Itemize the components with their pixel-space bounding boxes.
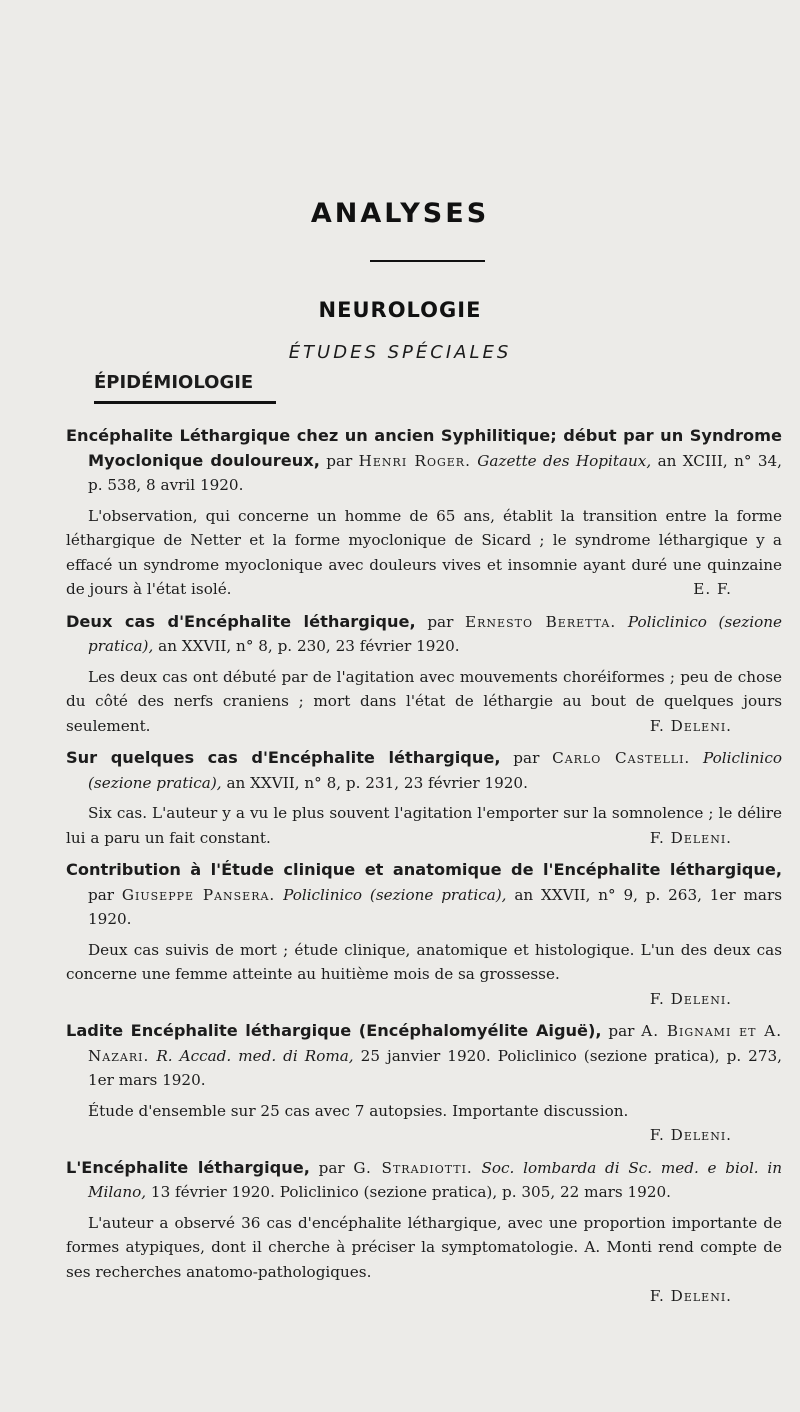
entry-body	[66, 504, 782, 602]
entry-author: G. Stradiotti.	[353, 1158, 473, 1177]
entry-text: L'observation, qui concerne un homme de 65 ans, établit la transition entre la forme léthargique de Netter et la forme myoclonique de Sicard ; le syndrome léthargique y a effacé un syndrome myoclonique avec douleurs vives et insomnie ayant duré une quinzaine de jours à l'état isolé.	[66, 506, 782, 598]
entry-publication: R. Accad. med. di Roma,	[156, 1046, 354, 1065]
entry-title: Sur quelques cas d'Encéphalite léthargique,	[66, 748, 501, 767]
entry-signature: F. Deleni.	[649, 989, 732, 1008]
category-underline	[94, 401, 276, 404]
entry-publication: Policlinico (sezione pratica),	[88, 612, 783, 655]
entry-publication: Policlinico (sezione pratica),	[283, 885, 507, 904]
category-heading: ÉPIDÉMIOLOGIE	[94, 372, 254, 393]
analysis-entry	[66, 1156, 782, 1309]
entry-title: Encéphalite Léthargique chez un ancien Syphilitique; début par un Syndrome Myoclonique douloureux,	[66, 426, 782, 470]
entry-author: Carlo Castelli.	[552, 749, 691, 767]
analysis-entry	[66, 1019, 782, 1148]
section-title: NEUROLOGIE	[318, 298, 482, 322]
entry-details: an XXVII, n° 8, p. 230, 23 février 1920.	[158, 637, 460, 655]
entry-heading	[66, 746, 782, 795]
entry-body	[66, 1099, 782, 1124]
entry-signature: F. Deleni.	[649, 1287, 732, 1305]
entry-signature: F. Deleni.	[649, 828, 732, 847]
entry-text: L'auteur a observé 36 cas d'encéphalite léthargique, avec une proportion importante de formes atypiques, dont il cherche à préciser la symptomatologie. A. Monti rend compte de ses recherches anatomo-pathologiques.	[66, 1213, 782, 1281]
entry-signature: E. F.	[693, 580, 732, 598]
entry-details: an XXVII, n° 8, p. 231, 23 février 1920.	[226, 773, 528, 792]
entry-details: 13 février 1920. Policlinico (sezione pratica), p. 305, 22 mars 1920.	[150, 1183, 671, 1201]
entry-details: an XCIII, n° 34, p. 538, 8 avril 1920.	[88, 451, 782, 494]
entry-text: Deux cas suivis de mort ; étude clinique, anatomique et histologique. L'un des deux cas concerne une femme atteinte au huitième mois de sa grossesse.	[66, 940, 782, 983]
entry-title: Contribution à l'Étude clinique et anatomique de l'Encéphalite léthargique,	[66, 860, 782, 879]
analysis-entry	[66, 746, 782, 850]
entry-text: Les deux cas ont débuté par de l'agitation avec mouvements choréiformes ; peu de chose du côté des nerfs craniens ; mort dans l'état de léthargie au bout de quelques jours seulement.	[66, 667, 782, 735]
entry-details: 25 janvier 1920. Policlinico (sezione pratica), p. 273, 1er mars 1920.	[88, 1046, 782, 1089]
entry-heading	[66, 1019, 782, 1093]
entry-publication: Policlinico (sezione pratica),	[88, 749, 782, 792]
analyses-list	[66, 424, 782, 1317]
entry-text: Six cas. L'auteur y a vu le plus souvent l'agitation l'emporter sur la somnolence ; le délire lui a paru un fait constant.	[66, 804, 782, 847]
entry-heading	[66, 610, 782, 659]
entry-by: par	[326, 451, 353, 470]
entry-author: Ernesto Beretta.	[465, 612, 617, 631]
entry-details: an XXVII, n° 9, p. 263, 1er mars 1920.	[88, 885, 783, 928]
entry-author: A. Bignami et A. Nazari.	[88, 1022, 783, 1065]
main-title: ANALYSES	[310, 198, 490, 229]
title-divider	[370, 260, 485, 262]
entry-heading	[66, 1156, 782, 1205]
entry-author: Henri Roger.	[358, 451, 471, 470]
subsection-title: ÉTUDES SPÉCIALES	[288, 342, 512, 363]
entry-body	[66, 665, 782, 739]
entry-by: par	[513, 749, 540, 767]
entry-publication: Gazette des Hopitaux,	[477, 451, 652, 470]
entry-text: Étude d'ensemble sur 25 cas avec 7 autopsies. Importante discussion.	[88, 1101, 629, 1120]
entry-heading	[66, 424, 782, 498]
entry-title: Ladite Encéphalite léthargique (Encéphalomyélite Aiguë),	[66, 1021, 602, 1040]
entry-by: par	[88, 885, 115, 904]
entry-body	[66, 801, 782, 850]
entry-signature: F. Deleni.	[649, 716, 732, 735]
entry-body	[66, 938, 782, 987]
entry-by: par	[608, 1022, 635, 1040]
entry-signature: F. Deleni.	[649, 1126, 732, 1144]
entry-by: par	[318, 1158, 345, 1177]
entry-title: Deux cas d'Encéphalite léthargique,	[66, 611, 416, 631]
entry-publication: Soc. lombarda di Sc. med. e biol. in Milano,	[88, 1158, 783, 1201]
entry-title: L'Encéphalite léthargique,	[66, 1157, 310, 1177]
entry-body	[66, 1211, 782, 1285]
analysis-entry	[66, 424, 782, 602]
entry-author: Giuseppe Pansera.	[121, 885, 276, 904]
analysis-entry	[66, 858, 782, 1011]
entry-heading	[66, 858, 782, 932]
entry-by: par	[427, 612, 454, 631]
analysis-entry	[66, 610, 782, 739]
